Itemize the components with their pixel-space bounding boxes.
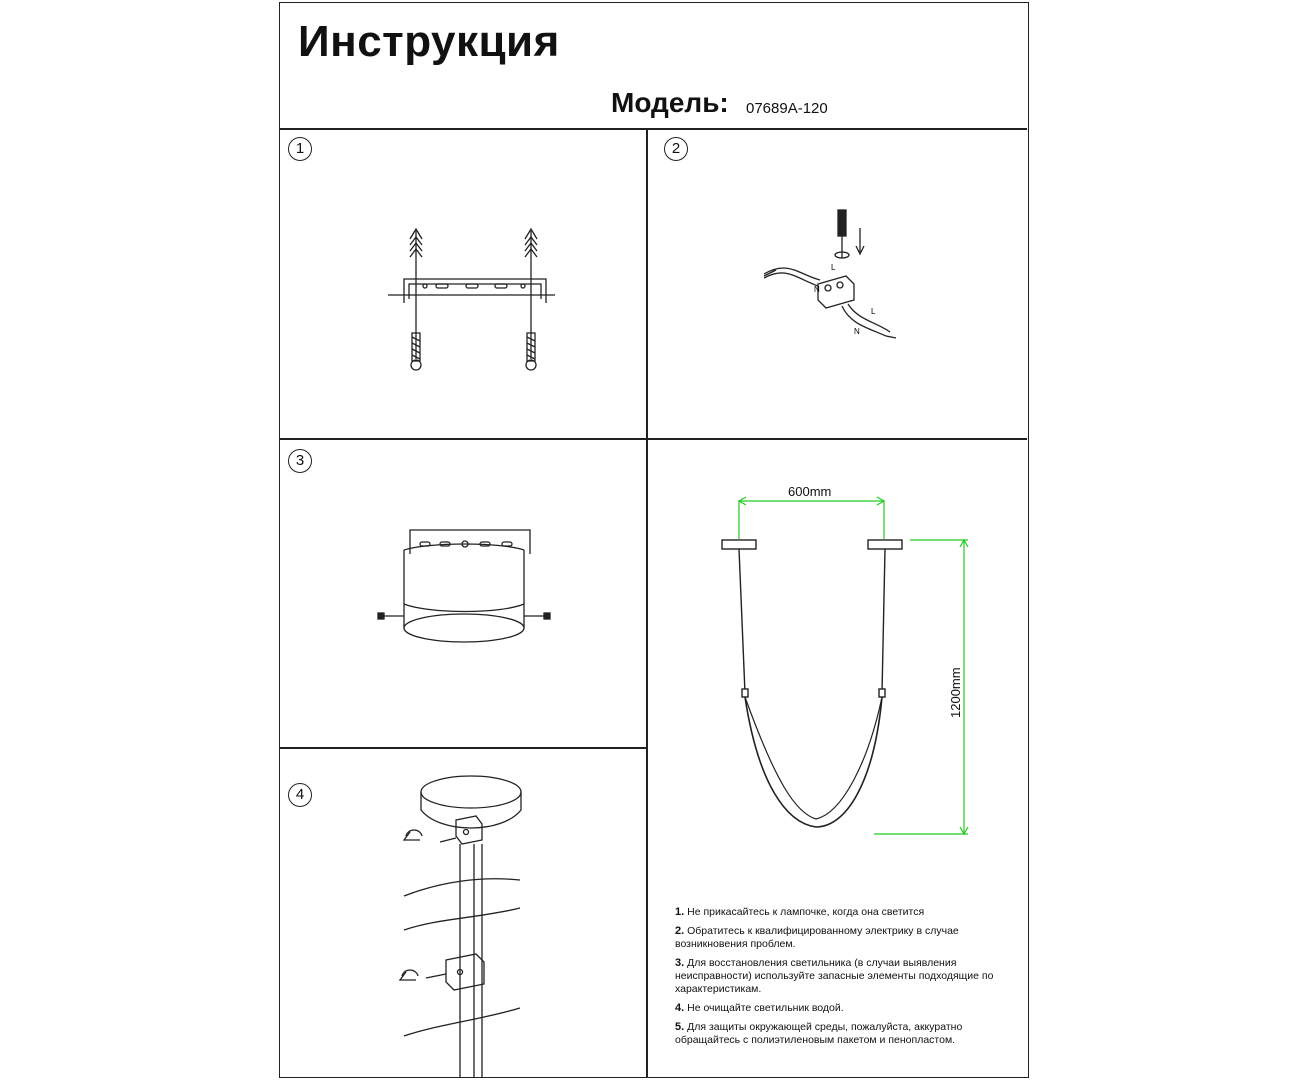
instruction-sheet [279, 2, 1029, 1078]
step-number-3: 3 [288, 449, 312, 473]
cable-fixing-illustration [280, 748, 646, 1079]
model-label: Модель: [611, 87, 729, 118]
note-item: 3. Для восстановления светильника (в случаи выявления неисправности) используйте запасные элементы подходящие по характеристикам. [675, 957, 994, 995]
note-item: 4. Не очищайте светильник водой. [675, 1002, 844, 1014]
safety-notes [675, 906, 1015, 1053]
wiring-terminal-illustration [646, 128, 1016, 438]
step-number-1: 1 [288, 137, 312, 161]
wire-label-l-out: L [871, 307, 876, 316]
note-item: 1. Не прикасайтесь к лампочке, когда она светится [675, 906, 925, 918]
canopy-assembly-illustration [280, 438, 646, 748]
page-title: Инструкция [298, 17, 560, 66]
note-item: 5. Для защиты окружающей среды, пожалуйста, аккуратно обращайтесь с полиэтиленовым пакетом и пенопластом. [675, 1021, 963, 1046]
model-number: 07689A-120 [746, 100, 828, 117]
wire-label-n-in: N [814, 285, 820, 294]
note-item: 2. Обратитесь к квалифицированному электрику в случае возникновения проблем. [675, 925, 959, 950]
bracket-mounting-illustration [280, 3, 646, 438]
right-canopy [868, 540, 902, 549]
wire-label-n-out: N [854, 327, 860, 336]
dimension-drawing [646, 443, 1026, 883]
wire-label-l-in: L [831, 263, 836, 272]
left-canopy [722, 540, 756, 549]
step-number-2: 2 [664, 137, 688, 161]
height-label: 1200mm [948, 667, 963, 718]
width-label: 600mm [788, 484, 832, 499]
step-number-4: 4 [288, 783, 312, 807]
